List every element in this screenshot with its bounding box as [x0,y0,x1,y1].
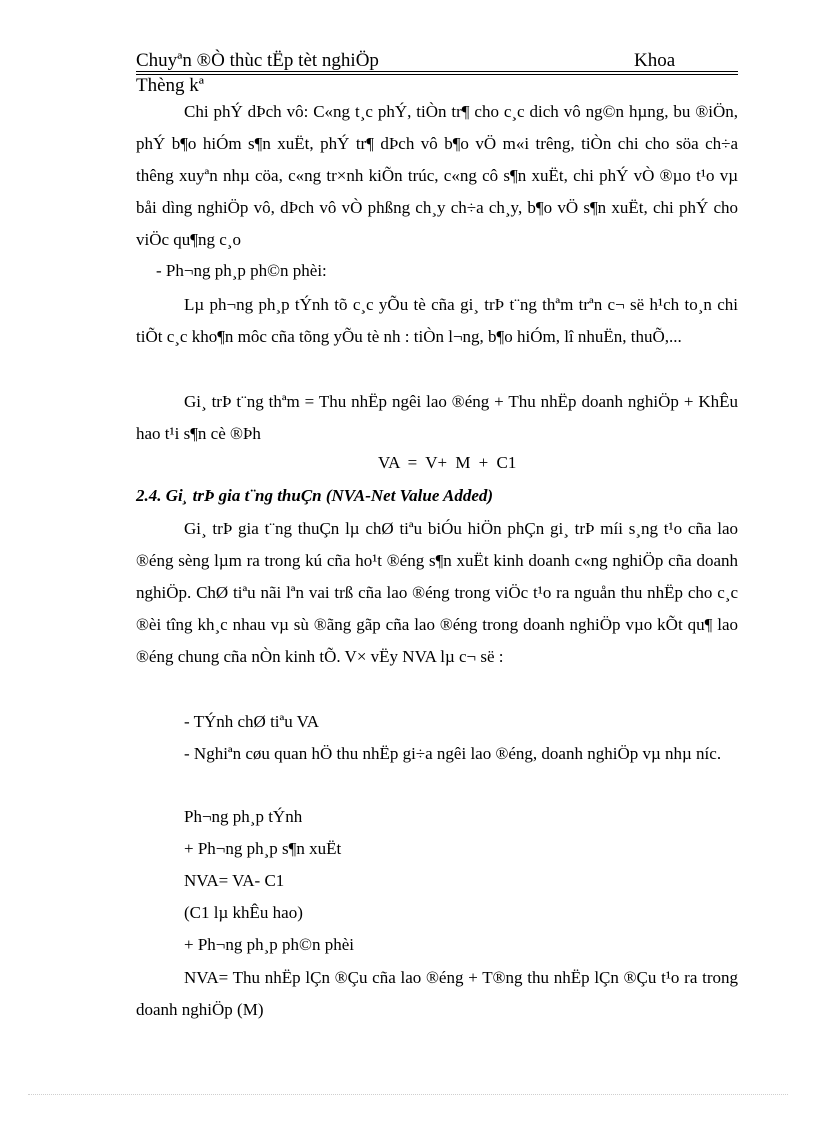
header-faculty: Khoa [634,50,676,71]
bullet-compute-va: - TÝnh chØ tiªu VA [184,712,320,731]
formula-va: VA = V+ M + C1 [378,453,517,472]
paragraph-nva-definition: Gi¸ trÞ gia t¨ng thuÇn lµ chØ tiªu biÓu hiÖn phÇn gi¸ trÞ míi s¸ng t¹o cña lao ®éng sèng lµm ra trong kú cña ho¹t ®éng s¶n xuËt kinh doanh c«ng nghiÖp cña doanh nghiÖp. ChØ tiªu nãi lªn vai trß cña lao ®éng trong viÖc t¹o ra nguån thu nhËp cho c¸c ®èi tîng kh¸c nhau vµ sù ®ãng gãp cña lao ®éng trong doanh nghiÖp vµo kÕt qu¶ lao ®éng chung cña nÒn kinh tÕ. V× vËy NVA lµ c¬ së : [136,519,738,666]
page-header [136,50,738,72]
method-distribution-title: - Ph¬ng ph¸p ph©n phèi: [156,261,327,280]
calc-method-label: Ph¬ng ph¸p tÝnh [184,807,303,826]
section-heading-2-4: 2.4. Gi¸ trÞ gia t¨ng thuÇn (NVA-Net Value Added) [136,486,494,505]
distribution-method-label: + Ph¬ng ph¸p ph©n phèi [184,935,354,954]
paragraph-service-costs: Chi phÝ dÞch vô: C«ng t¸c phÝ, tiÒn tr¶ cho c¸c dich vô ng©n hµng, bu ®iÖn, phÝ b¶o hiÓm s¶n xuËt, phÝ tr¶ dÞch vô b¶o vÖ m«i trêng, tiÒn chi cho söa ch÷a thêng xuyªn nhµ cöa, c«ng tr×nh kiÕn trúc, c«ng cô s¶n xuËt, chi phÝ vÒ ®µo t¹o vµ båi dìng nghiÖp vô, dÞch vô vÒ phßng ch¸y ch÷a ch¸y, b¶o vÖ s¶n xuËt, chi phÝ cho viÖc qu¶ng c¸o [136,102,738,249]
header-subtitle: Thèng kª [136,75,205,96]
header-rule-top [136,71,738,72]
paragraph-distribution-method: Lµ ph¬ng ph¸p tÝnh tõ c¸c yÕu tè cña gi¸ trÞ t¨ng thªm trªn c¬ së h¹ch to¸n chi tiÕt c¸c kho¶n môc cña tõng yÕu tè nh : tiÒn l¬ng, b¶o hiÓm, lî nhuËn, thuÕ,... [136,295,738,346]
production-method-label: + Ph¬ng ph¸p s¶n xuËt [184,839,342,858]
paragraph-value-added-formula: Gi¸ trÞ t¨ng thªm = Thu nhËp ngêi lao ®éng + Thu nhËp doanh nghiÖp + KhÊu hao t¹i s¶n cè ®Þh [136,392,738,443]
formula-nva-production: NVA= VA- C1 [184,871,285,890]
header-rule-bottom [136,74,738,75]
bullet-income-relations: - Nghiªn cøu quan hÖ thu nhËp gi÷a ngêi lao ®éng, doanh nghiÖp vµ nhµ níc. [184,744,722,763]
note-c1-depreciation: (C1 lµ khÊu hao) [184,903,303,922]
page-bottom-divider [28,1094,788,1095]
header-title: Chuyªn ®Ò thùc tËp tèt nghiÖp [136,50,379,71]
formula-nva-distribution: NVA= Thu nhËp lÇn ®Çu cña lao ®éng + T®ng thu nhËp lÇn ®Çu t¹o ra trong doanh nghiÖp (M) [136,968,738,1019]
